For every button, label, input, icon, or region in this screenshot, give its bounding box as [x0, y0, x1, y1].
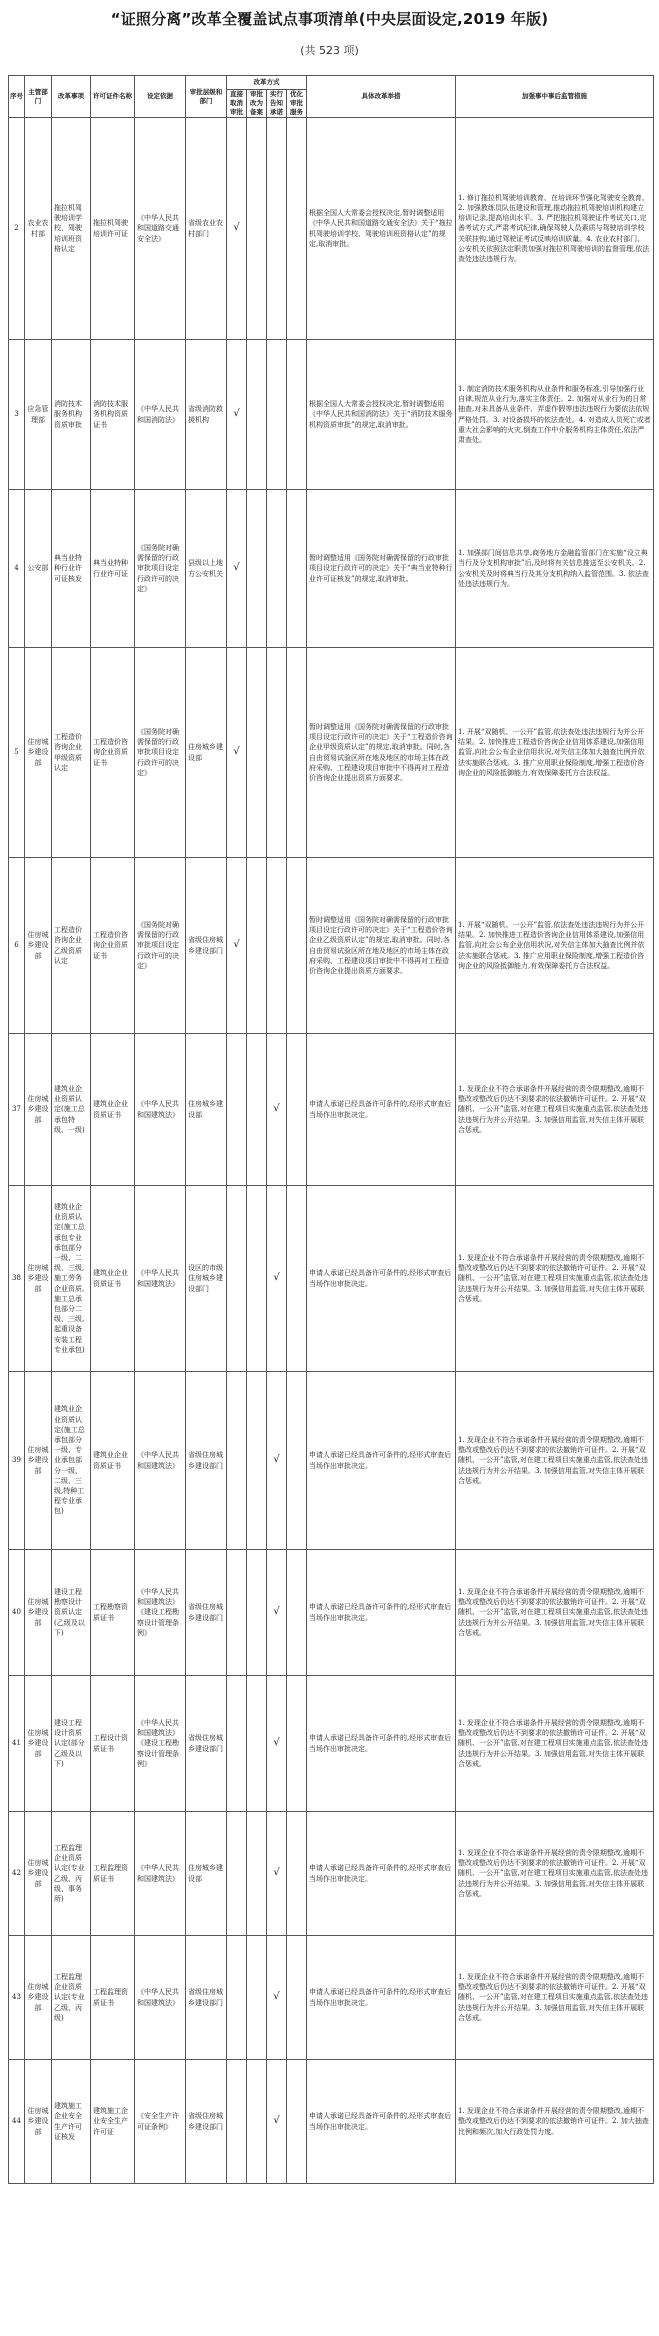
- cell-item: 工程监理企业资质认定(专业乙级、丙级、事务所): [52, 1812, 91, 1936]
- cell-mode-optimize: [287, 490, 307, 648]
- table-row: [9, 340, 654, 490]
- cell-license: 工程造价咨询企业资质证书: [91, 648, 135, 858]
- cell-level: 省级住房城乡建设部门: [186, 2060, 227, 2184]
- cell-level: 住房城乡建设部: [186, 1812, 227, 1936]
- cell-mode-optimize: [287, 1550, 307, 1676]
- table-row: [9, 858, 654, 1034]
- cell-mode-filing: [247, 858, 267, 1034]
- cell-mode-optimize: [287, 2060, 307, 2184]
- cell-license: 建筑施工企业安全生产许可证: [91, 2060, 135, 2184]
- cell-basis: 《中华人民共和国建筑法》: [135, 1812, 186, 1936]
- cell-seq: 43: [9, 1936, 25, 2060]
- cell-level: 省级住房城乡建设部门: [186, 858, 227, 1034]
- cell-level: 省级消防救援机构: [186, 340, 227, 490]
- cell-supervision: 1. 加强部门间信息共享,商务地方金融监管部门在实施“设立典当行及分支机构审批”后,及时将有关信息推送至公安机关。2. 公安机关及时将典当行及其分支机构纳入监管范围。3. 依法查处违法违规行为。: [456, 490, 654, 648]
- cell-dept: 住房城乡建设部: [25, 1936, 52, 2060]
- cell-license: 建筑业企业资质证书: [91, 1186, 135, 1372]
- cell-basis: 《中华人民共和国建筑法》《建设工程勘察设计管理条例》: [135, 1676, 186, 1812]
- cell-basis: 《中华人民共和国建筑法》: [135, 1372, 186, 1550]
- cell-seq: 6: [9, 858, 25, 1034]
- cell-mode-cancel: [227, 2060, 247, 2184]
- cell-mode-filing: [247, 1186, 267, 1372]
- cell-license: 拖拉机驾驶培训许可证: [91, 118, 135, 340]
- cell-level: 设区的市级住房城乡建设部门: [186, 1186, 227, 1372]
- cell-mode-commitment: √: [267, 1372, 287, 1550]
- cell-item: 工程造价咨询企业乙级资质认定: [52, 858, 91, 1034]
- cell-mode-optimize: [287, 1034, 307, 1186]
- header-license: 许可证件名称: [91, 76, 135, 118]
- cell-mode-filing: [247, 1372, 267, 1550]
- cell-mode-cancel: [227, 1812, 247, 1936]
- cell-dept: 住房城乡建设部: [25, 1676, 52, 1812]
- cell-seq: 42: [9, 1812, 25, 1936]
- cell-item: 消防技术服务机构资质审批: [52, 340, 91, 490]
- cell-mode-optimize: [287, 858, 307, 1034]
- cell-supervision: 1. 发现企业不符合承诺条件开展经营的责令限期整改,逾期不整改或整改后仍达不到要求的依法撤销许可证件。2. 开展“双随机、一公开”监管,对在建工程项目实施重点监管,依法查处违法违规行为并公开结果。3. 加强信用监管,对失信主体开展联合惩戒。: [456, 1034, 654, 1186]
- cell-mode-filing: [247, 2060, 267, 2184]
- cell-supervision: 1. 开展“双随机、一公开”监管,依法查处违法违规行为并公开结果。2. 加快推进工程造价咨询企业信用体系建设,加强信用监管,向社会公布企业信用状况,对失信主体加大抽查比例并依法实施联合惩戒。3. 推广应用职业保险制度,增强工程造价咨询企业的风险抵御能力,有效保障委托方合法权益。: [456, 858, 654, 1034]
- cell-mode-filing: [247, 490, 267, 648]
- cell-level: 省级住房城乡建设部门: [186, 1550, 227, 1676]
- cell-item: 典当业特种行业许可证核发: [52, 490, 91, 648]
- cell-measures: 暂时调整适用《国务院对确需保留的行政审批项目设定行政许可的决定》关于“工程造价咨询企业甲级资质认定”的规定,取消审批。同时,各自由贸易试验区所在地及地区的市场主体在政府采购、工程建设项目审批中不得再对工程造价咨询企业提出资质方面要求。: [307, 648, 456, 858]
- cell-mode-commitment: √: [267, 1034, 287, 1186]
- table-row: [9, 1676, 654, 1812]
- cell-mode-optimize: [287, 1936, 307, 2060]
- cell-basis: 《中华人民共和国建筑法》: [135, 1186, 186, 1372]
- table-row: [9, 2060, 654, 2184]
- cell-mode-commitment: [267, 858, 287, 1034]
- table-row: [9, 1550, 654, 1676]
- cell-item: 建设工程勘察设计资质认定(乙级及以下): [52, 1550, 91, 1676]
- cell-measures: 申请人承诺已经具备许可条件的,经形式审查后当场作出审批决定。: [307, 1550, 456, 1676]
- cell-level: 省级住房城乡建设部门: [186, 1936, 227, 2060]
- cell-mode-cancel: [227, 1186, 247, 1372]
- cell-mode-filing: [247, 340, 267, 490]
- cell-mode-commitment: [267, 648, 287, 858]
- cell-basis: 《中华人民共和国建筑法》: [135, 1936, 186, 2060]
- cell-mode-cancel: [227, 1936, 247, 2060]
- cell-mode-filing: [247, 1034, 267, 1186]
- cell-dept: 应急管理部: [25, 340, 52, 490]
- header-mode: 改革方式: [227, 76, 307, 90]
- table-row: [9, 1372, 654, 1550]
- cell-mode-filing: [247, 1676, 267, 1812]
- cell-dept: 住房城乡建设部: [25, 858, 52, 1034]
- cell-license: 工程勘察资质证书: [91, 1550, 135, 1676]
- cell-supervision: 1. 发现企业不符合承诺条件开展经营的责令限期整改,逾期不整改或整改后仍达不到要求的依法撤销许可证件。2. 开展“双随机、一公开”监管,对在建工程项目实施重点监管,依法查处违法违规行为并公开结果。3. 加强信用监管,对失信主体开展联合惩戒。: [456, 1936, 654, 2060]
- cell-license: 建筑业企业资质证书: [91, 1372, 135, 1550]
- cell-mode-commitment: √: [267, 1936, 287, 2060]
- cell-dept: 住房城乡建设部: [25, 2060, 52, 2184]
- cell-measures: 申请人承诺已经具备许可条件的,经形式审查后当场作出审批决定。: [307, 2060, 456, 2184]
- cell-basis: 《国务院对确需保留的行政审批项目设定行政许可的决定》: [135, 490, 186, 648]
- cell-supervision: 1. 发现企业不符合承诺条件开展经营的责令限期整改,逾期不整改或整改后仍达不到要求的依法撤销许可证件。2. 开展“双随机、一公开”监管,对在建工程项目实施重点监管,依法查处违法违规行为并公开结果。3. 加强信用监管,对失信主体开展联合惩戒。: [456, 1812, 654, 1936]
- cell-measures: 暂时调整适用《国务院对确需保留的行政审批项目设定行政许可的决定》关于“工程造价咨询企业乙级资质认定”的规定,取消审批。同时,各自由贸易试验区所在地及地区的市场主体在政府采购、工程建设项目审批中不得再对工程造价咨询企业提出资质方面要求。: [307, 858, 456, 1034]
- cell-mode-filing: [247, 118, 267, 340]
- cell-seq: 38: [9, 1186, 25, 1372]
- cell-supervision: 1. 发现企业不符合承诺条件开展经营的责令限期整改,逾期不整改或整改后仍达不到要求的依法撤销许可证件。2. 开展“双随机、一公开”监管,对在建工程项目实施重点监管,依法查处违法违规行为并公开结果。3. 加强信用监管,对失信主体开展联合惩戒。: [456, 1550, 654, 1676]
- cell-level: 省级住房城乡建设部门: [186, 1676, 227, 1812]
- header-mode-commitment: 实行告知承诺: [267, 90, 287, 118]
- cell-mode-cancel: √: [227, 490, 247, 648]
- cell-level: 省级农业农村部门: [186, 118, 227, 340]
- cell-mode-filing: [247, 1550, 267, 1676]
- cell-license: 工程监理资质证书: [91, 1936, 135, 2060]
- header-dept: 主管部门: [25, 76, 52, 118]
- table-row: [9, 648, 654, 858]
- cell-basis: 《中华人民共和国建筑法》《建设工程勘察设计管理条例》: [135, 1550, 186, 1676]
- items-table: [8, 75, 654, 2184]
- cell-basis: 《中华人民共和国建筑法》: [135, 1034, 186, 1186]
- cell-license: 建筑业企业资质证书: [91, 1034, 135, 1186]
- cell-mode-optimize: [287, 1186, 307, 1372]
- cell-mode-cancel: [227, 1372, 247, 1550]
- cell-mode-commitment: [267, 118, 287, 340]
- cell-license: 工程监理资质证书: [91, 1812, 135, 1936]
- cell-mode-cancel: √: [227, 118, 247, 340]
- cell-mode-filing: [247, 1812, 267, 1936]
- cell-supervision: 1. 制定消防技术服务机构从业条件和服务标准,引导加强行业自律,规范从业行为,落实主体责任。2. 加强对从业行为的日常抽查,对未具备从业条件、弄虚作假等违法违规行为要依法依规严格处罚。3. 对设备损坏的依法查处。4. 对造成人员死亡或者重大社会影响的火灾,倒查工作中介服务机构主体责任,依法严肃查处。: [456, 340, 654, 490]
- cell-mode-optimize: [287, 1372, 307, 1550]
- cell-supervision: 1. 发现企业不符合承诺条件开展经营的责令限期整改,逾期不整改或整改后仍达不到要求的依法撤销许可证件。2. 开展“双随机、一公开”监管,对在建工程项目实施重点监管,依法查处违法违规行为并公开结果。3. 加强信用监管,对失信主体开展联合惩戒。: [456, 1676, 654, 1812]
- cell-item: 建筑施工企业安全生产许可证核发: [52, 2060, 91, 2184]
- cell-mode-commitment: √: [267, 1676, 287, 1812]
- cell-seq: 40: [9, 1550, 25, 1676]
- cell-dept: 住房城乡建设部: [25, 1034, 52, 1186]
- cell-mode-cancel: √: [227, 340, 247, 490]
- cell-dept: 住房城乡建设部: [25, 1372, 52, 1550]
- cell-mode-cancel: √: [227, 648, 247, 858]
- cell-supervision: 1. 开展“双随机、一公开”监管,依法查处违法违规行为并公开结果。2. 加快推进工程造价咨询企业信用体系建设,加强信用监管,向社会公布企业信用状况,对失信主体加大抽查比例并依法实施联合惩戒。3. 推广应用职业保险制度,增强工程造价咨询企业的风险抵御能力,有效保障委托方合法权益。: [456, 648, 654, 858]
- document-title: “证照分离”改革全覆盖试点事项清单(中央层面设定,2019 年版): [110, 10, 549, 28]
- cell-level: 省级住房城乡建设部门: [186, 1372, 227, 1550]
- cell-dept: 住房城乡建设部: [25, 1550, 52, 1676]
- cell-basis: 《中华人民共和国道路交通安全法》: [135, 118, 186, 340]
- cell-seq: 5: [9, 648, 25, 858]
- cell-mode-commitment: √: [267, 1186, 287, 1372]
- cell-mode-cancel: [227, 1550, 247, 1676]
- cell-mode-cancel: [227, 1034, 247, 1186]
- cell-dept: 农业农村部: [25, 118, 52, 340]
- cell-seq: 39: [9, 1372, 25, 1550]
- table-row: [9, 1812, 654, 1936]
- cell-license: 工程造价咨询企业资质证书: [91, 858, 135, 1034]
- cell-measures: 申请人承诺已经具备许可条件的,经形式审查后当场作出审批决定。: [307, 1186, 456, 1372]
- cell-mode-filing: [247, 648, 267, 858]
- cell-license: 消防技术服务机构资质证书: [91, 340, 135, 490]
- cell-seq: 44: [9, 2060, 25, 2184]
- cell-measures: 申请人承诺已经具备许可条件的,经形式审查后当场作出审批决定。: [307, 1812, 456, 1936]
- cell-basis: 《中华人民共和国消防法》: [135, 340, 186, 490]
- table-row: [9, 1936, 654, 2060]
- cell-mode-optimize: [287, 118, 307, 340]
- cell-license: 典当业特种行业许可证: [91, 490, 135, 648]
- header-mode-cancel: 直接取消审批: [227, 90, 247, 118]
- table-row: [9, 1186, 654, 1372]
- cell-dept: 公安部: [25, 490, 52, 648]
- cell-mode-optimize: [287, 340, 307, 490]
- cell-item: 拖拉机驾驶培训学校、驾驶培训班资格认定: [52, 118, 91, 340]
- cell-seq: 4: [9, 490, 25, 648]
- header-basis: 设定依据: [135, 76, 186, 118]
- cell-mode-commitment: √: [267, 2060, 287, 2184]
- header-mode-filing: 审批改为备案: [247, 90, 267, 118]
- cell-mode-optimize: [287, 648, 307, 858]
- cell-item: 工程造价咨询企业甲级资质认定: [52, 648, 91, 858]
- cell-measures: 暂时调整适用《国务院对确需保留的行政审批项目设定行政许可的决定》关于“典当业特种行业许可证核发”的规定,取消审批。: [307, 490, 456, 648]
- cell-mode-optimize: [287, 1812, 307, 1936]
- header-measures: 具体改革举措: [307, 76, 456, 118]
- items-table-body: [9, 118, 654, 2184]
- cell-measures: 根据全国人大常委会授权决定,暂时调整适用《中华人民共和国道路交通安全法》关于“拖拉机驾驶培训学校、驾驶培训班资格认定”的规定,取消审批。: [307, 118, 456, 340]
- cell-item: 建筑业企业资质认定(施工总承包专业承包部分一级、二级、三级,施工劳务企业资质,施工总承包部分二级、三级,起重设备安装工程专业承包): [52, 1186, 91, 1372]
- cell-basis: 《国务院对确需保留的行政审批项目设定行政许可的决定》: [135, 858, 186, 1034]
- header-item: 改革事项: [52, 76, 91, 118]
- document-subtitle: (共 523 项): [300, 44, 359, 57]
- header-mode-optimize: 优化审批服务: [287, 90, 307, 118]
- cell-level: 县级以上地方公安机关: [186, 490, 227, 648]
- cell-seq: 3: [9, 340, 25, 490]
- cell-seq: 37: [9, 1034, 25, 1186]
- cell-license: 工程设计资质证书: [91, 1676, 135, 1812]
- cell-basis: 《安全生产许可证条例》: [135, 2060, 186, 2184]
- cell-seq: 2: [9, 118, 25, 340]
- cell-seq: 41: [9, 1676, 25, 1812]
- cell-level: 住房城乡建设部: [186, 648, 227, 858]
- cell-supervision: 1. 发现企业不符合承诺条件开展经营的责令限期整改,逾期不整改或整改后仍达不到要求的依法撤销许可证件。2. 开展“双随机、一公开”监管,对在建工程项目实施重点监管,依法查处违法违规行为并公开结果。3. 加强信用监管,对失信主体开展联合惩戒。: [456, 1372, 654, 1550]
- header-supervision: 加强事中事后监管措施: [456, 76, 654, 118]
- header-level: 审批层级和部门: [186, 76, 227, 118]
- table-row: [9, 1034, 654, 1186]
- cell-basis: 《国务院对确需保留的行政审批项目设定行政许可的决定》: [135, 648, 186, 858]
- cell-item: 工程监理企业资质认定(专业乙级、丙级): [52, 1936, 91, 2060]
- cell-mode-cancel: √: [227, 858, 247, 1034]
- cell-dept: 住房城乡建设部: [25, 1812, 52, 1936]
- cell-level: 住房城乡建设部: [186, 1034, 227, 1186]
- header-seq: 序号: [9, 76, 25, 118]
- cell-supervision: 1. 修订拖拉机驾驶培训教育、在培训环节强化驾驶安全教育。2. 加强教练员队伍建设和管理,推动拖拉机驾驶培训机构建立培训记录,提高培训水平。3. 严把拖拉机驾驶证件考试关口,完善考试方式,严肃考试纪律,确保驾驶人员素质与驾驶培训学校关联挂钩,通过驾驶证考试反映培训质量。4. 农业农村部门、公安机关依照法定职责加强对拖拉机驾驶培训的监督管理,依法查处违法违规行为。: [456, 118, 654, 340]
- cell-measures: 申请人承诺已经具备许可条件的,经形式审查后当场作出审批决定。: [307, 1676, 456, 1812]
- cell-item: 建筑业企业资质认定(施工总承包特级、一级): [52, 1034, 91, 1186]
- cell-supervision: 1. 发现企业不符合承诺条件开展经营的责令限期整改,逾期不整改或整改后仍达不到要求的依法撤销许可证件。2. 开展“双随机、一公开”监管,对在建工程项目实施重点监管,依法查处违法违规行为并公开结果。3. 加强信用监管,对失信主体开展联合惩戒。: [456, 1186, 654, 1372]
- cell-measures: 申请人承诺已经具备许可条件的,经形式审查后当场作出审批决定。: [307, 1936, 456, 2060]
- table-row: [9, 118, 654, 340]
- cell-item: 建筑业企业资质认定(施工总承包部分一级、专业承包部分一级、二级、三级,特种工程专业承包): [52, 1372, 91, 1550]
- cell-measures: 申请人承诺已经具备许可条件的,经形式审查后当场作出审批决定。: [307, 1372, 456, 1550]
- cell-supervision: 1. 发现企业不符合承诺条件开展经营的责令限期整改,逾期不整改或整改后仍达不到要求的依法撤销许可证件。2. 加大抽查比例和频次,加大行政处罚力度。: [456, 2060, 654, 2184]
- cell-dept: 住房城乡建设部: [25, 648, 52, 858]
- cell-mode-commitment: [267, 490, 287, 648]
- cell-mode-filing: [247, 1936, 267, 2060]
- cell-mode-commitment: √: [267, 1550, 287, 1676]
- cell-item: 建设工程设计资质认定(部分乙级及以下): [52, 1676, 91, 1812]
- cell-mode-commitment: [267, 340, 287, 490]
- cell-mode-cancel: [227, 1676, 247, 1812]
- cell-measures: 申请人承诺已经具备许可条件的,经形式审查后当场作出审批决定。: [307, 1034, 456, 1186]
- cell-mode-commitment: √: [267, 1812, 287, 1936]
- cell-measures: 根据全国人大常委会授权决定,暂时调整适用《中华人民共和国消防法》关于“消防技术服务机构资质审批”的规定,取消审批。: [307, 340, 456, 490]
- cell-mode-optimize: [287, 1676, 307, 1812]
- cell-dept: 住房城乡建设部: [25, 1186, 52, 1372]
- table-row: [9, 490, 654, 648]
